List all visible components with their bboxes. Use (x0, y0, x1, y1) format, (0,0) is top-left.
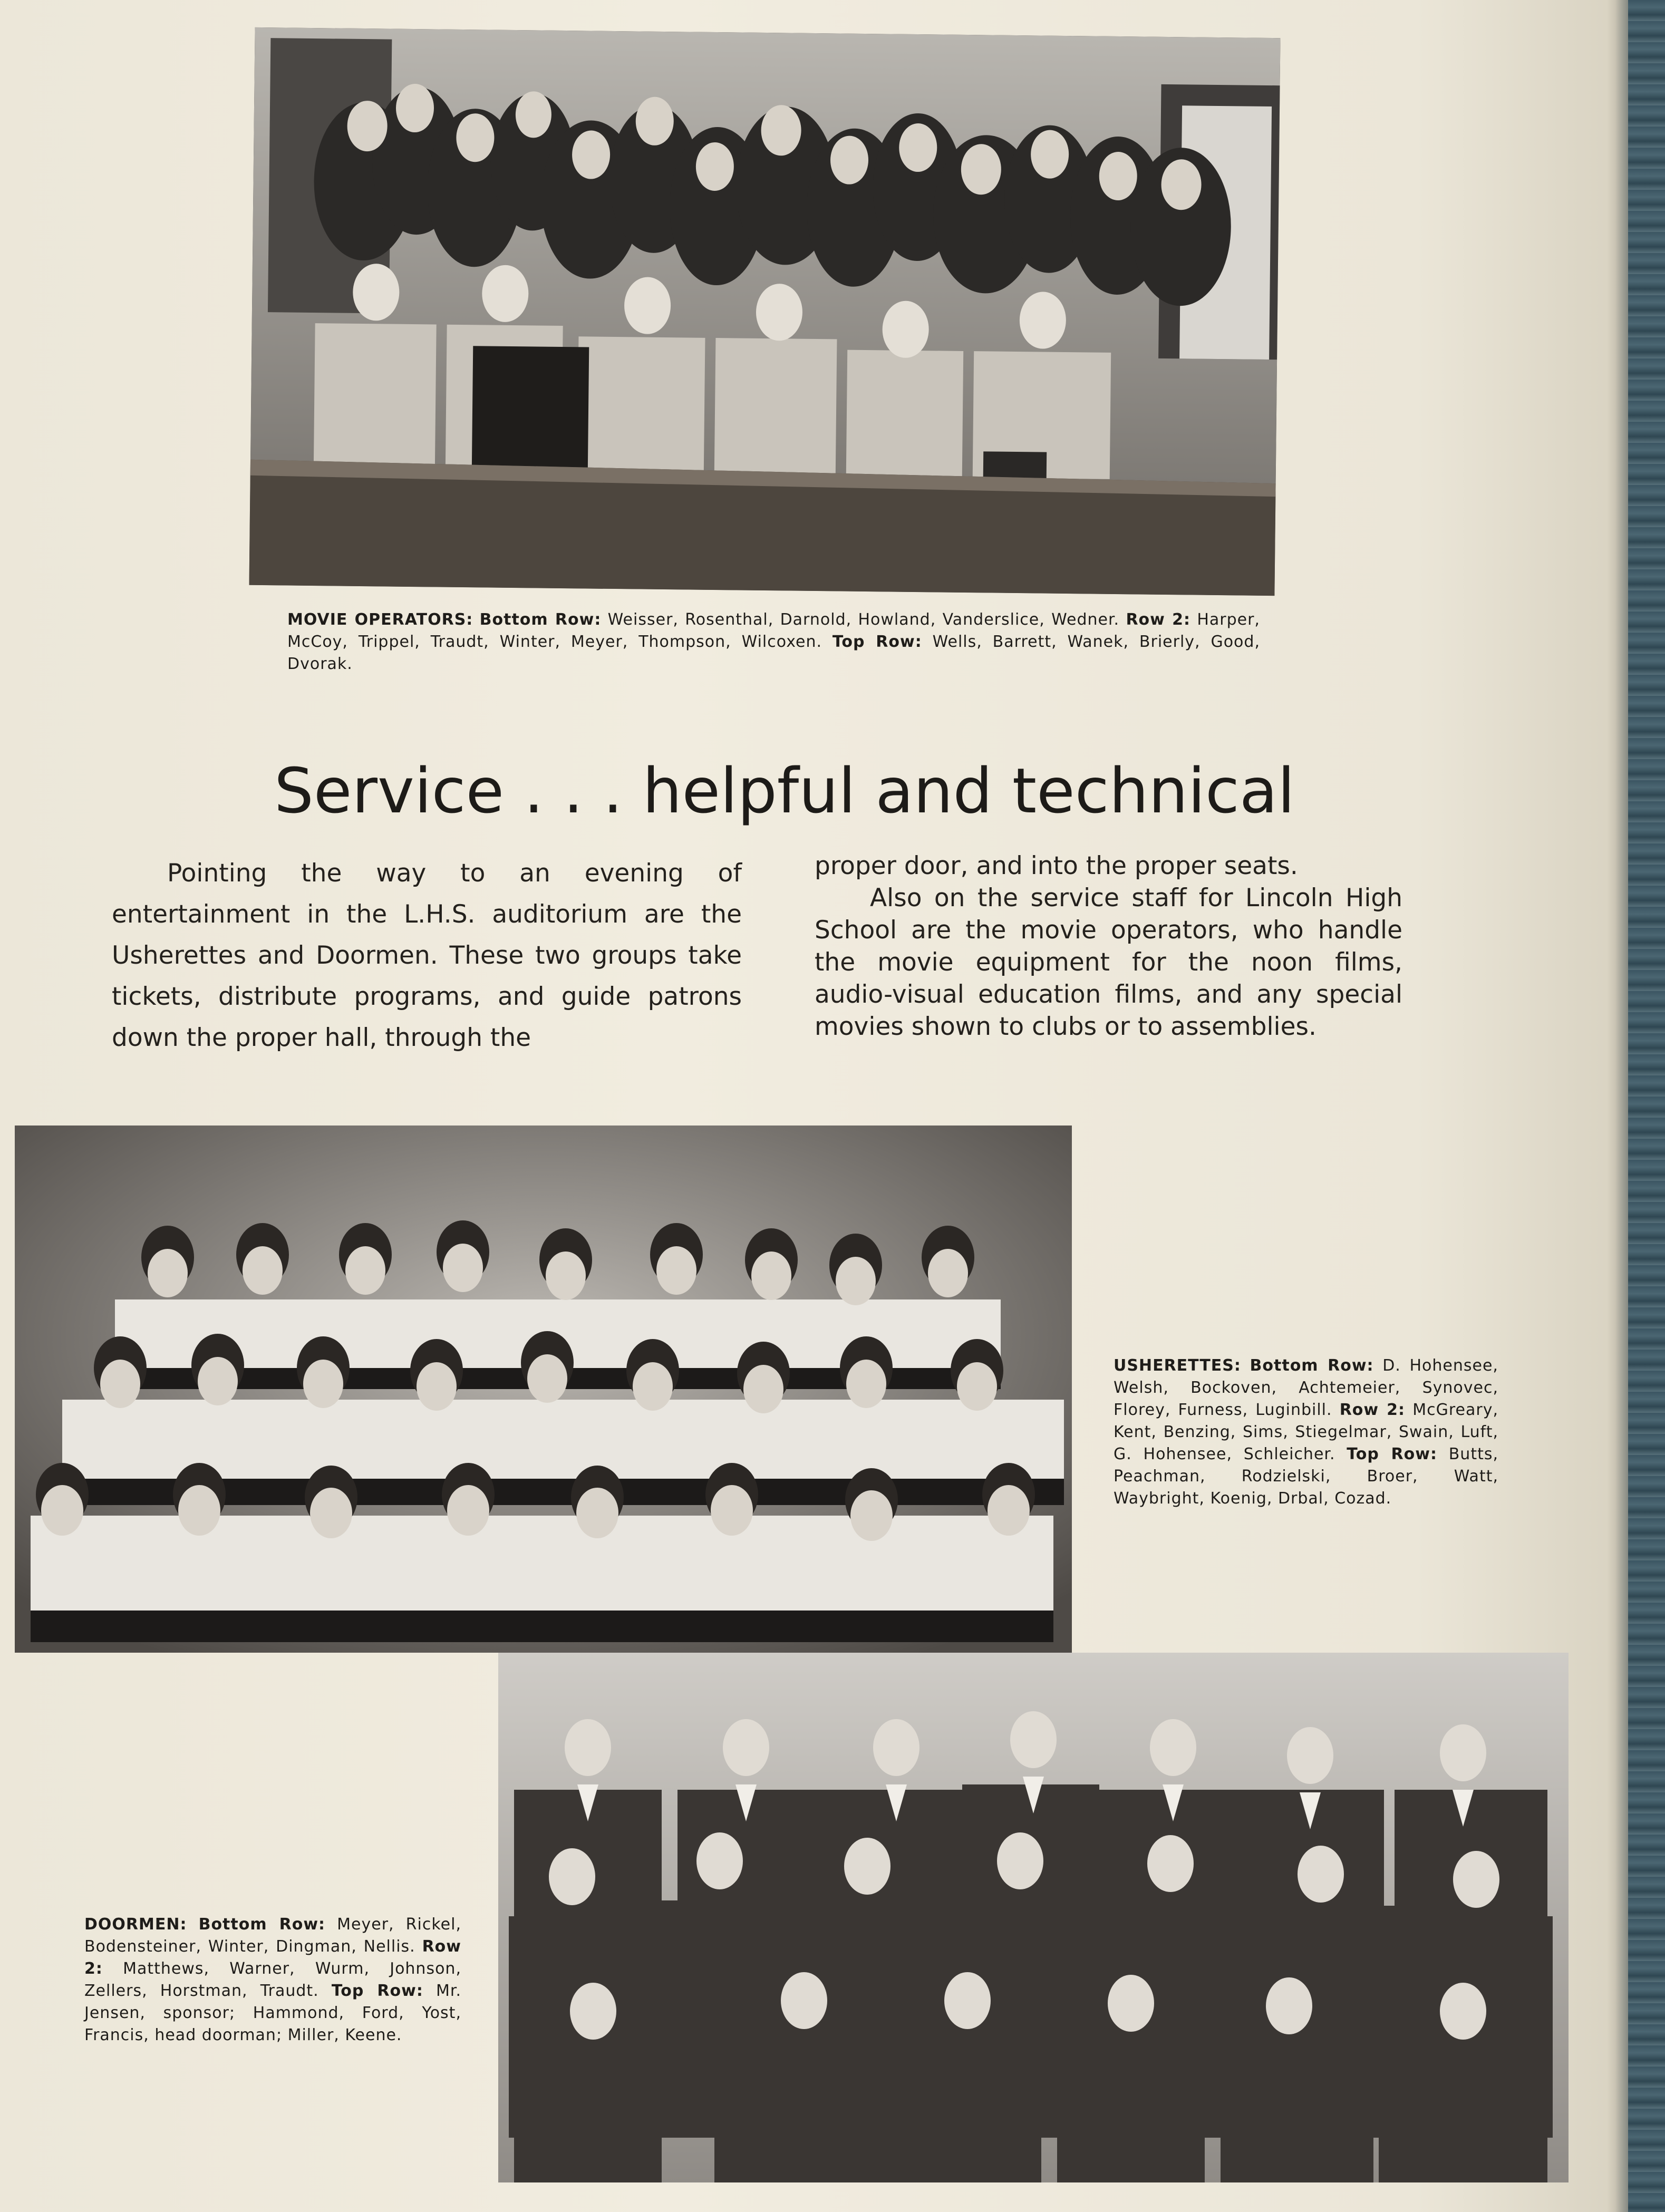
doormen-row2-names: Matthews, Warner, Wurm, Johnson, Zellers, Horstman, Traudt. (84, 1959, 461, 2000)
doormen-bottom-row-names: Meyer, Rickel, Bodensteiner, Winter, Dingman, Nellis. (84, 1915, 461, 1956)
doormen-photo-image (498, 1653, 1569, 2182)
usherettes-group-label: USHERETTES: (1114, 1356, 1241, 1375)
doormen-photo (498, 1653, 1569, 2182)
page-gutter-shadow (1607, 0, 1628, 2212)
usherettes-photo-image (15, 1126, 1072, 1653)
doormen-caption (84, 1914, 461, 2046)
movie-operators-group-label: MOVIE OPERATORS: (287, 610, 473, 629)
usherettes-bottom-row-names: D. Hohensee, Welsh, Bockoven, Achtemeier, Synovec, Florey, Furness, Luginbill. (1114, 1356, 1498, 1419)
movie-operators-bottom-row-label: Bottom Row: (479, 610, 602, 629)
doormen-top-row-names: Mr. Jensen, sponsor; Hammond, Ford, Yost, Francis, head doorman; Miller, Keene. (84, 1982, 461, 2044)
usherettes-row2-names: McGreary, Kent, Benzing, Sims, Stiegelmar, Swain, Luft, G. Hohensee, Schleicher. (1114, 1401, 1498, 1463)
doormen-top-row-label: Top Row: (331, 1982, 423, 2000)
movie-operators-bottom-row-names: Weisser, Rosenthal, Darnold, Howland, Vanderslice, Wedner. (607, 610, 1120, 629)
movie-operators-top-row-label: Top Row: (832, 633, 922, 651)
usherettes-top-row-names: Butts, Peachman, Rodzielski, Broer, Watt, Waybright, Koenig, Drbal, Cozad. (1114, 1445, 1499, 1508)
body-column-left (112, 853, 742, 1059)
book-binding-edge (1628, 0, 1665, 2212)
usherettes-top-row-label: Top Row: (1347, 1445, 1437, 1463)
body-paragraph-2: Also on the service staff for Lincoln High School are the movie operators, who handle the movie equipment for the noon films, audio-visual education films, and any special movies shown to clubs or to assemblies. (815, 884, 1402, 1041)
usherettes-photo (15, 1126, 1072, 1653)
usherettes-caption (1114, 1355, 1498, 1510)
movie-operators-photo-image (249, 27, 1281, 596)
doormen-row2-label: Row 2: (84, 1937, 461, 1978)
body-paragraph-1-continued: proper door, and into the proper seats. (815, 851, 1298, 880)
body-paragraph-1: Pointing the way to an evening of entertainment in the L.H.S. auditorium are the Usherettes and Doormen. These two groups take tickets, distribute programs, and guide patrons down the proper hall, through the (112, 859, 742, 1052)
movie-operators-top-row-names: Wells, Barrett, Wanek, Brierly, Good, Dvorak. (287, 633, 1260, 673)
movie-operators-row2-label: Row 2: (1126, 610, 1190, 629)
page-headline: Service . . . helpful and technical (274, 754, 1295, 827)
doormen-group-label: DOORMEN: (84, 1915, 187, 1934)
body-column-right (815, 850, 1402, 1043)
doormen-bottom-row-label: Bottom Row: (198, 1915, 326, 1934)
movie-operators-row2-names: Harper, McCoy, Trippel, Traudt, Winter, Meyer, Thompson, Wilcoxen. (287, 610, 1260, 651)
usherettes-row2-label: Row 2: (1339, 1401, 1406, 1419)
usherettes-bottom-row-label: Bottom Row: (1250, 1356, 1374, 1375)
movie-operators-caption (287, 609, 1260, 675)
movie-operators-photo (249, 27, 1281, 596)
